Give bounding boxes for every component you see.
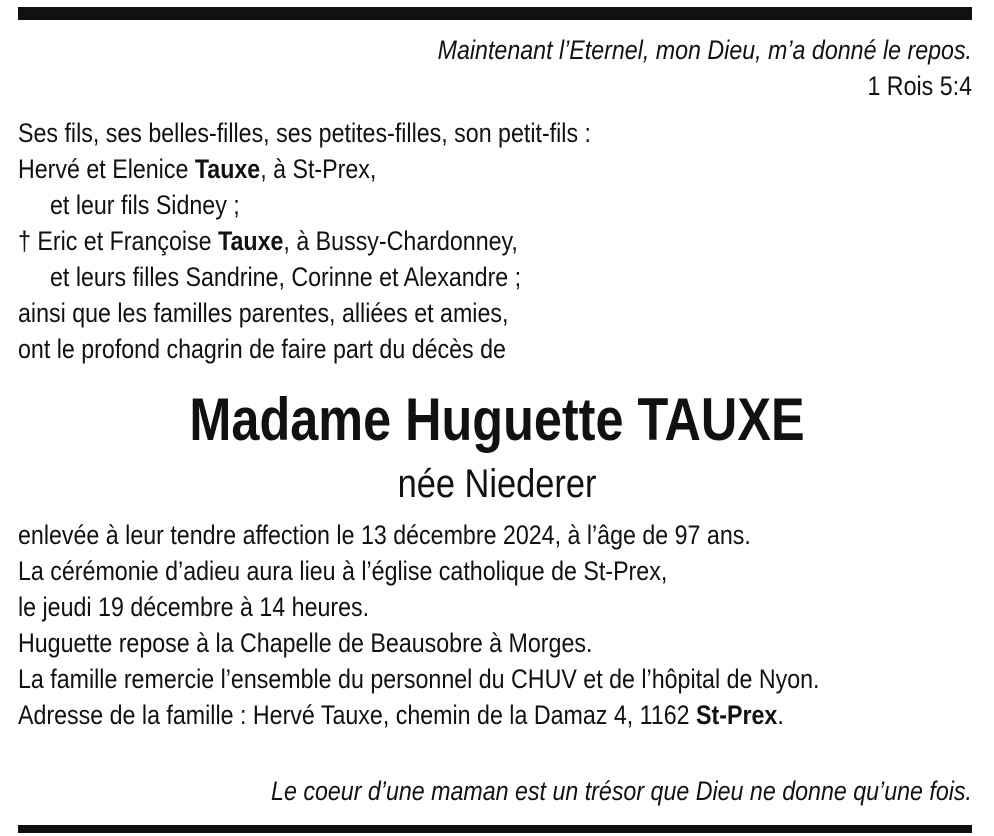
family-line-6: ont le profond chagrin de faire part du décès de [18, 334, 506, 364]
verse-reference: 1 Rois 5:4 [867, 71, 972, 101]
family-address: Adresse de la famille : Hervé Tauxe, chemin de la Damaz 4, 1162 [18, 700, 697, 730]
details-line-4: Huguette repose à la Chapelle de Beausobre à Morges. [18, 628, 593, 658]
verse: Maintenant l’Eternel, mon Dieu, m’a donné le repos. [437, 35, 972, 65]
details-line-2: La cérémonie d’adieu aura lieu à l’église catholique de St-Prex, [18, 556, 668, 586]
family-address-town: St-Prex [696, 700, 778, 730]
details-line-6 [18, 697, 840, 733]
family-line-1-surname: Tauxe [194, 154, 261, 184]
details-line-1: enlevée à leur tendre affection le 13 décembre 2024, à l’âge de 97 ans. [18, 520, 751, 550]
family-intro: Ses fils, ses belles-filles, ses petites-filles, son petit-fils : [18, 118, 591, 148]
birth-name: née Niederer [397, 462, 597, 506]
family-line-3-place: , à Bussy-Chardonney, [283, 226, 518, 256]
details-line-3: le jeudi 19 décembre à 14 heures. [18, 592, 370, 622]
family-line-4: et leurs filles Sandrine, Corinne et Alexandre ; [50, 262, 522, 292]
family-address-end: . [777, 700, 784, 730]
family-line-3-surname: Tauxe [218, 226, 284, 256]
family-line-1 [18, 151, 840, 187]
family-line-1-text: Hervé et Elenice [18, 154, 195, 184]
top-rule [18, 7, 972, 20]
deceased-name: Madame Huguette TAUXE [189, 386, 805, 453]
family-line-1-place: , à St-Prex, [260, 154, 377, 184]
details-line-5: La famille remercie l’ensemble du personnel du CHUV et de l’hôpital de Nyon. [18, 664, 820, 694]
bottom-rule [18, 825, 972, 833]
family-line-3-text: † Eric et Françoise [18, 226, 219, 256]
family-line-5: ainsi que les familles parentes, alliées et amies, [18, 298, 509, 328]
closing-quote: Le coeur d’une maman est un trésor que Dieu ne donne qu’une fois. [271, 776, 972, 806]
family-line-2: et leur fils Sidney ; [50, 190, 240, 220]
family-line-3 [18, 223, 840, 259]
